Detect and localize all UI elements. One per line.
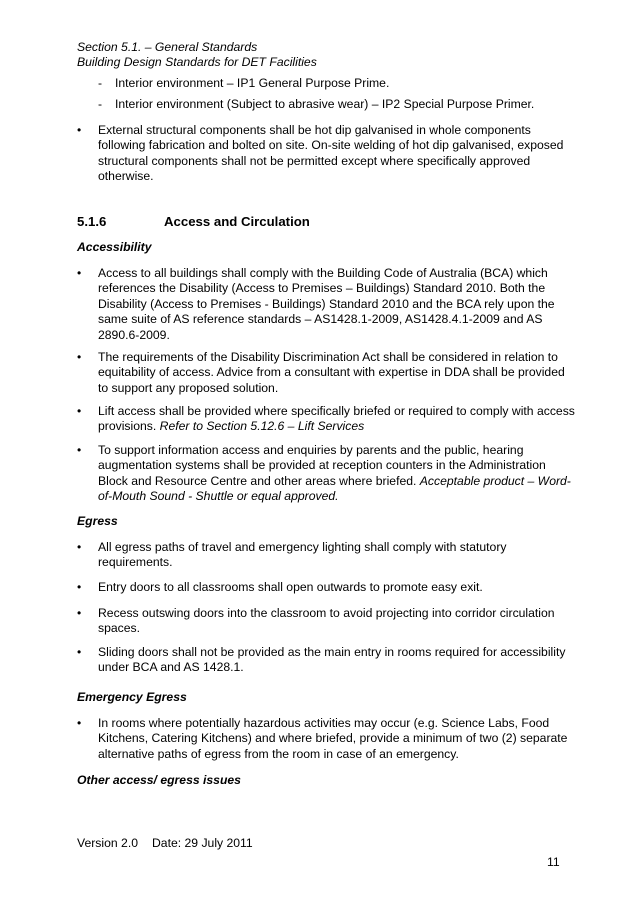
bullet-icon bbox=[77, 606, 97, 621]
bullet-text bbox=[98, 716, 578, 762]
bullet-text bbox=[98, 606, 578, 637]
text-line: augmentation systems shall be provided at reception counters in the Administration bbox=[98, 458, 546, 473]
text-line: In rooms where potentially hazardous activities may occur (e.g. Science Labs, Food bbox=[98, 716, 550, 730]
bullet-icon bbox=[77, 266, 97, 281]
dash-marker: - bbox=[98, 76, 103, 90]
text-line: The requirements of the Disability Discrimination Act shall be considered in relation to bbox=[98, 350, 558, 364]
dash-marker: - bbox=[98, 97, 103, 111]
bullet-text bbox=[98, 580, 578, 595]
text-line bbox=[98, 489, 578, 504]
page-number: 11 bbox=[547, 855, 560, 869]
text-line bbox=[98, 419, 578, 434]
footer-version: Version 2.0 bbox=[77, 836, 138, 850]
bullet-icon bbox=[77, 716, 97, 731]
text-line: Disability (Access to Premises - Buildings) Standard 2010 and the BCA rely upon the bbox=[98, 296, 555, 311]
bullet-icon bbox=[77, 350, 97, 365]
text-line: same suite of AS reference standards – AS1428.1-2009, AS1428.4.1-2009 and AS bbox=[98, 312, 543, 327]
subheading-emergency-egress: Emergency Egress bbox=[77, 690, 187, 704]
text-line: Sliding doors shall not be provided as the main entry in rooms required for accessibility bbox=[98, 645, 566, 659]
section-number: 5.1.6 bbox=[77, 214, 107, 229]
acceptable-product: Acceptable product – Word- bbox=[419, 473, 571, 488]
bullet-icon bbox=[77, 123, 97, 138]
text-line: Lift access shall be provided where specifically briefed or required to comply with access bbox=[98, 404, 575, 418]
page-header bbox=[77, 40, 317, 70]
text-line: To support information access and enquiries by parents and the public, hearing bbox=[98, 443, 524, 457]
text-line bbox=[98, 474, 578, 489]
text-line: equitability of access. Advice from a consultant with expertise in DDA shall be provided bbox=[98, 365, 565, 380]
text-line: structural components shall not be permitted except where specifically approved bbox=[98, 153, 531, 168]
bullet-text bbox=[98, 404, 578, 435]
header-document-title: Building Design Standards for DET Facilities bbox=[77, 55, 317, 69]
page-footer bbox=[77, 836, 253, 850]
text-line: references the Disability (Access to Premises – Buildings) Standard 2010. Both the bbox=[98, 281, 546, 296]
dash-list-item bbox=[98, 76, 389, 91]
subheading-egress: Egress bbox=[77, 514, 118, 528]
text-line: under BCA and AS 1428.1. bbox=[98, 660, 244, 675]
header-section-title: Section 5.1. – General Standards bbox=[77, 40, 258, 54]
acceptable-product: of-Mouth Sound - Shuttle or equal approved. bbox=[98, 489, 339, 504]
text-line: alternative paths of egress from the room in case of an emergency. bbox=[98, 746, 459, 761]
section-reference: Refer to Section 5.12.6 – Lift Services bbox=[159, 419, 365, 434]
bullet-text bbox=[98, 266, 578, 343]
bullet-icon bbox=[77, 404, 97, 419]
text-line: requirements. bbox=[98, 555, 173, 570]
text-line: External structural components shall be hot dip galvanised in whole components bbox=[98, 123, 531, 137]
bullet-icon bbox=[77, 580, 97, 595]
dash-item-text: Interior environment – IP1 General Purpose Prime. bbox=[115, 76, 390, 90]
text-line: following fabrication and bolted on site. On-site welding of hot dip galvanised, exposed bbox=[98, 138, 564, 153]
text-line: 2890.6-2009. bbox=[98, 327, 170, 342]
bullet-text bbox=[98, 443, 578, 505]
bullet-text bbox=[98, 350, 578, 396]
text-span: Block and Resource Centre and other areas where briefed. bbox=[98, 473, 420, 488]
text-line: Kitchens, Catering Kitchens) and where briefed, provide a minimum of two (2) separate bbox=[98, 731, 568, 746]
text-line: otherwise. bbox=[98, 169, 154, 184]
text-span: provisions. bbox=[98, 419, 160, 434]
bullet-icon bbox=[77, 645, 97, 660]
section-title: Access and Circulation bbox=[164, 214, 310, 229]
text-line: Entry doors to all classrooms shall open outwards to promote easy exit. bbox=[98, 580, 483, 594]
bullet-icon bbox=[77, 540, 97, 555]
bullet-text bbox=[98, 123, 578, 185]
text-line: spaces. bbox=[98, 621, 141, 636]
section-heading bbox=[77, 214, 310, 229]
subheading-other-issues: Other access/ egress issues bbox=[77, 773, 241, 787]
dash-list-item bbox=[98, 97, 534, 112]
footer-date: Date: 29 July 2011 bbox=[151, 836, 253, 850]
text-line: to support any proposed solution. bbox=[98, 380, 279, 395]
bullet-icon bbox=[77, 443, 97, 458]
bullet-text bbox=[98, 540, 578, 571]
text-line: Access to all buildings shall comply with the Building Code of Australia (BCA) which bbox=[98, 266, 548, 280]
text-line: All egress paths of travel and emergency lighting shall comply with statutory bbox=[98, 540, 507, 554]
subheading-accessibility: Accessibility bbox=[77, 240, 152, 254]
dash-item-text: Interior environment (Subject to abrasive wear) – IP2 Special Purpose Primer. bbox=[115, 97, 535, 111]
bullet-text bbox=[98, 645, 578, 676]
text-line: Recess outswing doors into the classroom to avoid projecting into corridor circulation bbox=[98, 606, 555, 620]
